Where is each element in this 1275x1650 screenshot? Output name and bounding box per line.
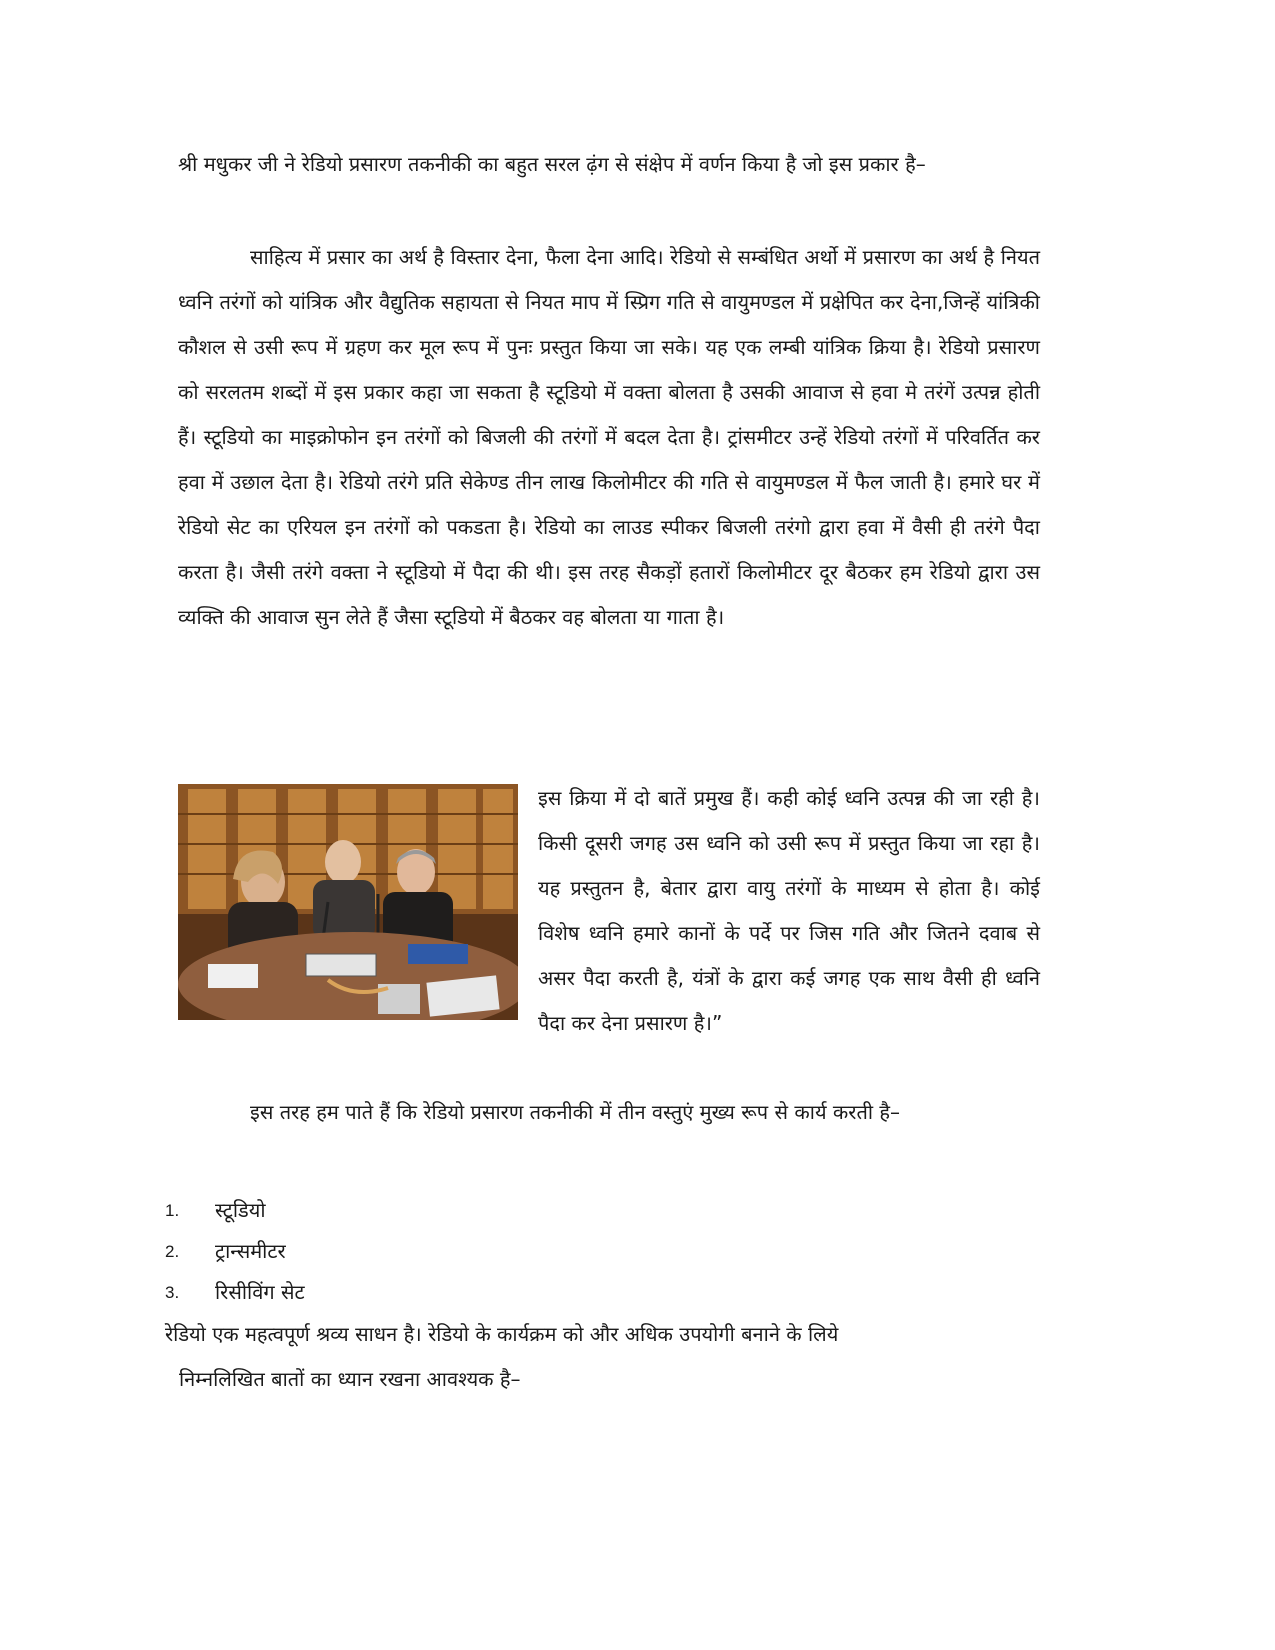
photo-and-text-block: [178, 776, 1040, 1046]
closing-line-2: निम्नलिखित बातों का ध्यान रखना आवश्यक है–: [179, 1367, 521, 1391]
radio-studio-photo: [178, 784, 518, 1020]
broadcast-explanation-paragraph: साहित्य में प्रसार का अर्थ है विस्तार देना, फैला देना आदि। रेडियो से सम्बंधित अर्थो में प्रसारण का अर्थ है नियत ध्वनि तरंगों को यांत्रिक और वैद्युतिक सहायता से नियत माप में स्प्रिग गति से वायुमण्डल में प्रक्षेपित कर देना,जिन्हें यांत्रिकी कौशल से उसी रूप में ग्रहण कर मूल रूप में पुनः प्रस्तुत किया जा सके। यह एक लम्बी यांत्रिक क्रिया है। रेडियो प्रसारण को सरलतम शब्दों में इस प्रकार कहा जा सकता है स्टूडियो में वक्ता बोलता है उसकी आवाज से हवा मे तरंगें उत्पन्न होती हैं। स्टूडियो का माइक्रोफोन इन तरंगों को बिजली की तरंगों में बदल देता है। ट्रांसमीटर उन्हें रेडियो तरंगों में परिवर्तित कर हवा में उछाल देता है। रेडियो तरंगे प्रति सेकेण्ड तीन लाख किलोमीटर की गति से वायुमण्डल में फैल जाती है। हमारे घर में रेडियो सेट का एरियल इन तरंगों को पकडता है। रेडियो का लाउड स्पीकर बिजली तरंगो द्वारा हवा में वैसी ही तरंगे पैदा करता है। जैसी तरंगे वक्ता ने स्टूडियो में पैदा की थी। इस तरह सैकड़ों हतारों किलोमीटर दूर बैठकर हम रेडियो द्वारा उस व्यक्ति की आवाज सुन लेते हैं जैसा स्टूडियो में बैठकर वह बोलता या गाता है।: [178, 245, 1040, 629]
list-item-text: ट्रान्समीटर: [215, 1239, 286, 1263]
list-item: [165, 1272, 305, 1313]
three-things-paragraph: इस तरह हम पाते हैं कि रेडियो प्रसारण तकनीकी में तीन वस्तुएं मुख्य रूप से कार्य करती है–: [250, 1100, 900, 1124]
list-number: 3.: [165, 1283, 180, 1302]
list-number: 1.: [165, 1201, 180, 1220]
components-list: [165, 1190, 305, 1313]
intro-paragraph: श्री मधुकर जी ने रेडियो प्रसारण तकनीकी का बहुत सरल ढ़ंग से संक्षेप में वर्णन किया है जो इस प्रकार है–: [178, 152, 926, 176]
list-item: [165, 1190, 305, 1231]
closing-line-1: रेडियो एक महत्वपूर्ण श्रव्य साधन है। रेडियो के कार्यक्रम को और अधिक उपयोगी बनाने के लिये: [165, 1322, 839, 1346]
process-paragraph: इस क्रिया में दो बातें प्रमुख हैं। कही कोई ध्वनि उत्पन्न की जा रही है।किसी दूसरी जगह उस ध्वनि को उसी रूप में प्रस्तुत किया जा रहा है। यह प्रस्तुतन है, बेतार द्वारा वायु तरंगों के माध्यम से होता है। कोई विशेष ध्वनि हमारे कानों के पर्दे पर जिस गति और जितने दवाब से असर पैदा करती है, यंत्रों के द्वारा कई जगह एक साथ वैसी ही ध्वनि पैदा कर देना प्रसारण है।”: [538, 786, 1040, 1035]
list-item: [165, 1231, 305, 1272]
list-number: 2.: [165, 1242, 180, 1261]
list-item-text: स्टूडियो: [215, 1198, 266, 1222]
list-item-text: रिसीविंग सेट: [215, 1280, 305, 1304]
closing-paragraph: [165, 1312, 1040, 1402]
